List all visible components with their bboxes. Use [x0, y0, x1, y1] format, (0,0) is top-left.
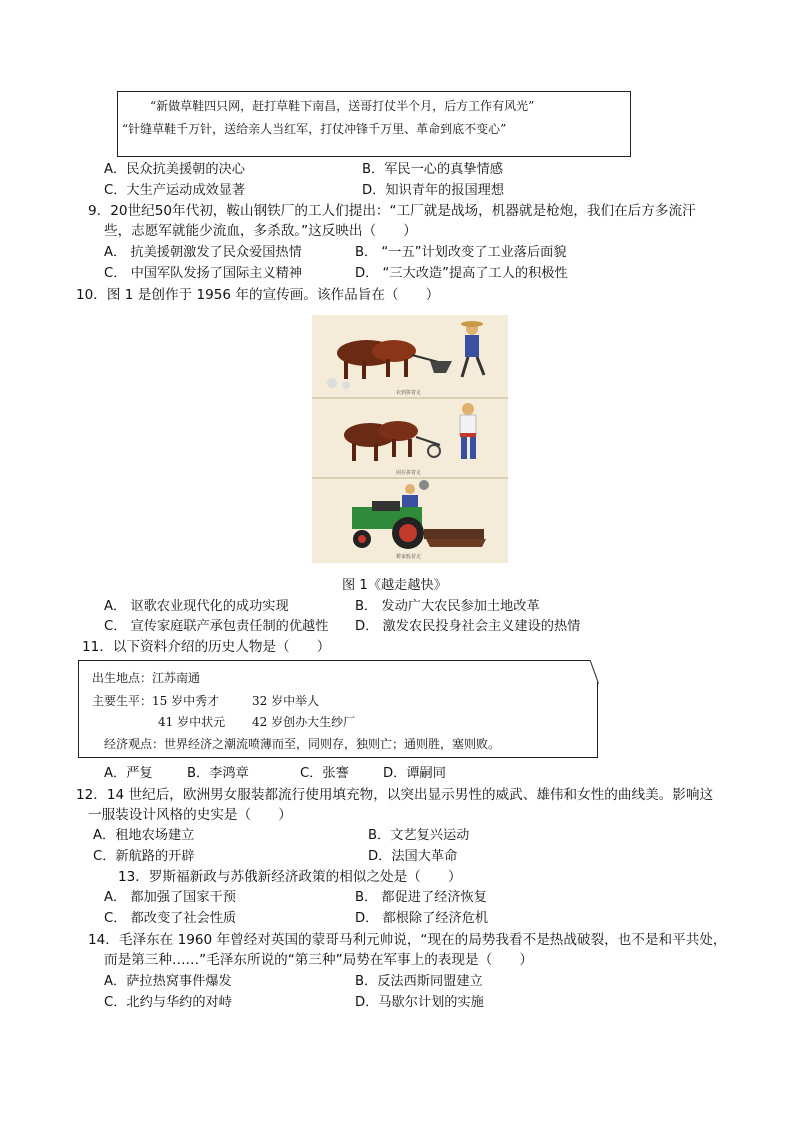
- q10-stem: 10．图 1 是创作于 1956 年的宣传画。该作品旨在（ ）: [76, 287, 440, 303]
- q8-option-a[interactable]: A．民众抗美援朝的决心: [104, 162, 245, 177]
- propaganda-poster: [312, 315, 508, 563]
- q11-stem: 11．以下资料介绍的历史人物是（ ）: [82, 639, 331, 655]
- q10-option-c[interactable]: C． 宣传家庭联产承包责任制的优越性: [104, 619, 329, 634]
- q14-option-c[interactable]: C．北约与华约的对峙: [104, 995, 232, 1010]
- q8-option-c[interactable]: C．大生产运动成效显著: [104, 183, 246, 198]
- q12-stem-line-2: 一服装设计风格的史实是（ ）: [88, 807, 292, 823]
- q9-stem-line-1: 9．20世纪50年代初，鞍山钢铁厂的工人们提出：“工厂就是战场，机器就是枪炮，我们在后方多流汗: [88, 203, 696, 219]
- tractor-illustration: [312, 479, 508, 563]
- poem-line-1: “新做草鞋四只网，赶打草鞋下南昌，送哥打仗半个月，后方工作有风光”: [150, 99, 535, 113]
- q12-option-b[interactable]: B．文艺复兴运动: [368, 828, 470, 843]
- q10-option-d[interactable]: D． 激发农民投身社会主义建设的热情: [355, 619, 581, 634]
- q12-option-d[interactable]: D．法国大革命: [368, 849, 458, 864]
- q9-option-c[interactable]: C． 中国军队发扬了国际主义精神: [104, 266, 303, 281]
- q12-stem-line-1: 12．14 世纪后，欧洲男女服装都流行使用填充物，以突出显示男性的威武、雄伟和女性的曲线美。影响这: [76, 787, 714, 803]
- q11-option-d[interactable]: D．谭嗣同: [383, 766, 446, 781]
- horse-plough-illustration: [312, 399, 508, 477]
- poem-line-2: “针缝草鞋千万针，送给亲人当红军，打仗冲锋千万里、革命到底不变心”: [122, 122, 507, 136]
- q14-stem-line-1: 14．毛泽东在 1960 年曾经对英国的蒙哥马利元帅说，“现在的局势我看不是热战破裂，也不是和平共处，: [88, 932, 727, 948]
- poster-panel-ox: [312, 315, 508, 399]
- bio-life-4: 42 岁创办大生纱厂: [252, 715, 356, 729]
- q10-option-b[interactable]: B． 发动广大农民参加土地改革: [355, 599, 540, 614]
- q13-option-a[interactable]: A． 都加强了国家干预: [104, 890, 236, 905]
- bio-life-3: 41 岁中状元: [158, 715, 226, 729]
- q8-option-d[interactable]: D．知识青年的报国理想: [362, 183, 505, 198]
- q13-option-d[interactable]: D． 都根除了经济危机: [355, 911, 489, 926]
- q14-stem-line-2: 而是第三种……”毛泽东所说的“第三种”局势在军事上的表现是（ ）: [104, 952, 533, 968]
- q9-option-b[interactable]: B． “一五”计划改变了工业落后面貌: [355, 245, 567, 260]
- poster-label-3: 耕家般着走: [396, 554, 422, 560]
- q11-option-a[interactable]: A．严复: [104, 766, 153, 781]
- q11-option-b[interactable]: B．李鸿章: [187, 766, 249, 781]
- q11-option-c[interactable]: C．张謇: [300, 766, 349, 781]
- q14-option-b[interactable]: B．反法西斯同盟建立: [355, 974, 483, 989]
- q9-option-d[interactable]: D． “三大改造”提高了工人的积极性: [355, 266, 568, 281]
- poster-label-1: 农到拼着走: [396, 390, 422, 396]
- poster-panel-horse: [312, 399, 508, 479]
- bio-life-1: 主要生平：15 岁中秀才: [92, 694, 220, 708]
- q12-option-a[interactable]: A．租地农场建立: [93, 828, 195, 843]
- q10-option-a[interactable]: A． 讴歌农业现代化的成功实现: [104, 599, 289, 614]
- bio-economic-view: 经济观点：世界经济之潮流喷薄而至，同则存，独则亡；通则胜，塞则败。: [104, 737, 501, 751]
- q12-option-c[interactable]: C．新航路的开辟: [93, 849, 195, 864]
- q14-option-a[interactable]: A．萨拉热窝事件爆发: [104, 974, 232, 989]
- ox-plough-illustration: [312, 315, 508, 397]
- q9-stem-line-2: 些，志愿军就能少流血，多杀敌。”这反映出（ ）: [104, 223, 417, 239]
- q13-stem: 13．罗斯福新政与苏俄新经济政策的相似之处是（ ）: [118, 869, 462, 885]
- poster-panel-tractor: [312, 479, 508, 563]
- q13-option-c[interactable]: C． 都改变了社会性质: [104, 911, 237, 926]
- bio-birthplace: 出生地点：江苏南通: [92, 671, 201, 685]
- q13-option-b[interactable]: B． 都促进了经济恢复: [355, 890, 487, 905]
- bio-life-2: 32 岁中举人: [252, 694, 320, 708]
- poster-label-2: 困在拼着走: [396, 470, 422, 476]
- q14-option-d[interactable]: D．马歇尔计划的实施: [355, 995, 484, 1010]
- figure-caption: 图 1《越走越快》: [342, 578, 447, 593]
- box-corner-fold: [588, 660, 602, 684]
- q8-option-b[interactable]: B．军民一心的真挚情感: [362, 162, 503, 177]
- q9-option-a[interactable]: A． 抗美援朝激发了民众爱国热情: [104, 245, 302, 260]
